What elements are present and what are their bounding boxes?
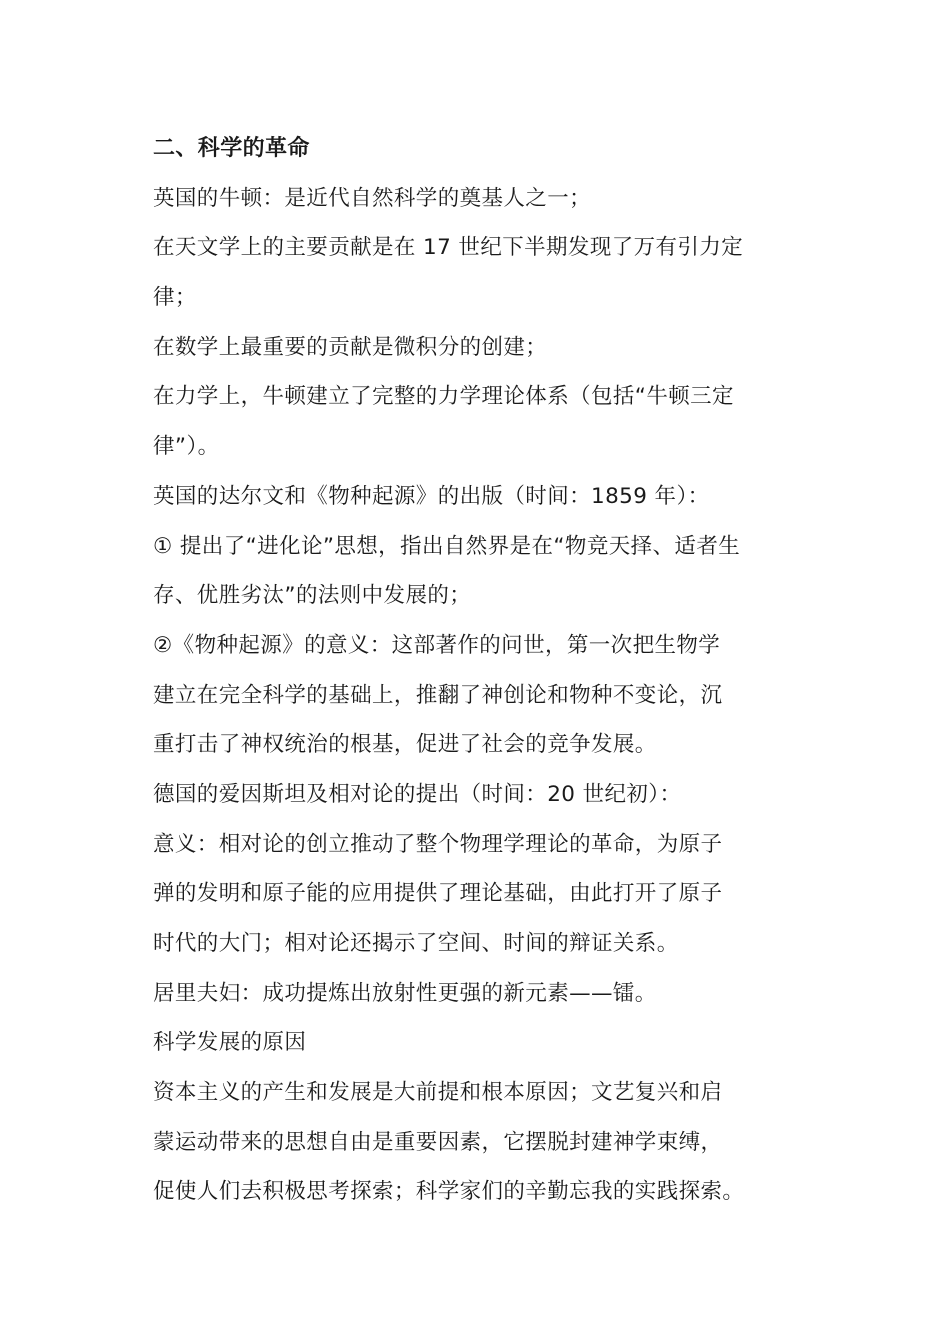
text-line: 在天文学上的主要贡献是在 17 世纪下半期发现了万有引力定 [153, 235, 744, 261]
text-line: ②《物种起源》的意义：这部著作的问世，第一次把生物学 [153, 632, 721, 658]
text-line: 存、优胜劣汰”的法则中发展的； [153, 583, 472, 609]
text-line: 科学发展的原因 [153, 1030, 307, 1056]
text-line: 蒙运动带来的思想自由是重要因素，它摆脱封建神学束缚， [153, 1129, 723, 1155]
document-page [153, 124, 803, 1217]
text-line: 英国的牛顿：是近代自然科学的奠基人之一； [153, 185, 592, 211]
text-line: 在力学上，牛顿建立了完整的力学理论体系（包括“牛顿三定 [153, 384, 734, 410]
text-line: 时代的大门；相对论还揭示了空间、时间的辩证关系。 [153, 931, 679, 956]
text-line: 英国的达尔文和《物种起源》的出版（时间：1859 年）： [153, 483, 710, 509]
text-line: 资本主义的产生和发展是大前提和根本原因；文艺复兴和启 [153, 1080, 723, 1106]
text-line: 弹的发明和原子能的应用提供了理论基础，由此打开了原子 [153, 881, 723, 907]
text-line: 律”）。 [153, 434, 220, 460]
text-line: ① 提出了“进化论”思想，指出自然界是在“物竞天择、适者生 [153, 533, 741, 559]
text-line: 重打击了神权统治的根基，促进了社会的竞争发展。 [153, 732, 657, 758]
text-line: 德国的爱因斯坦及相对论的提出（时间：20 世纪初）： [153, 781, 682, 807]
text-line: 律； [153, 285, 197, 311]
text-line: 建立在完全科学的基础上，推翻了神创论和物种不变论，沉 [153, 682, 723, 708]
text-line: 居里夫妇：成功提炼出放射性更强的新元素——镭。 [153, 980, 657, 1006]
text-line: 促使人们去积极思考探索；科学家们的辛勤忘我的实践探索。 [153, 1179, 745, 1205]
section-heading: 二、科学的革命 [153, 136, 310, 161]
text-line: 在数学上最重要的贡献是微积分的创建； [153, 334, 548, 360]
text-line: 意义：相对论的创立推动了整个物理学理论的革命，为原子 [153, 831, 723, 857]
